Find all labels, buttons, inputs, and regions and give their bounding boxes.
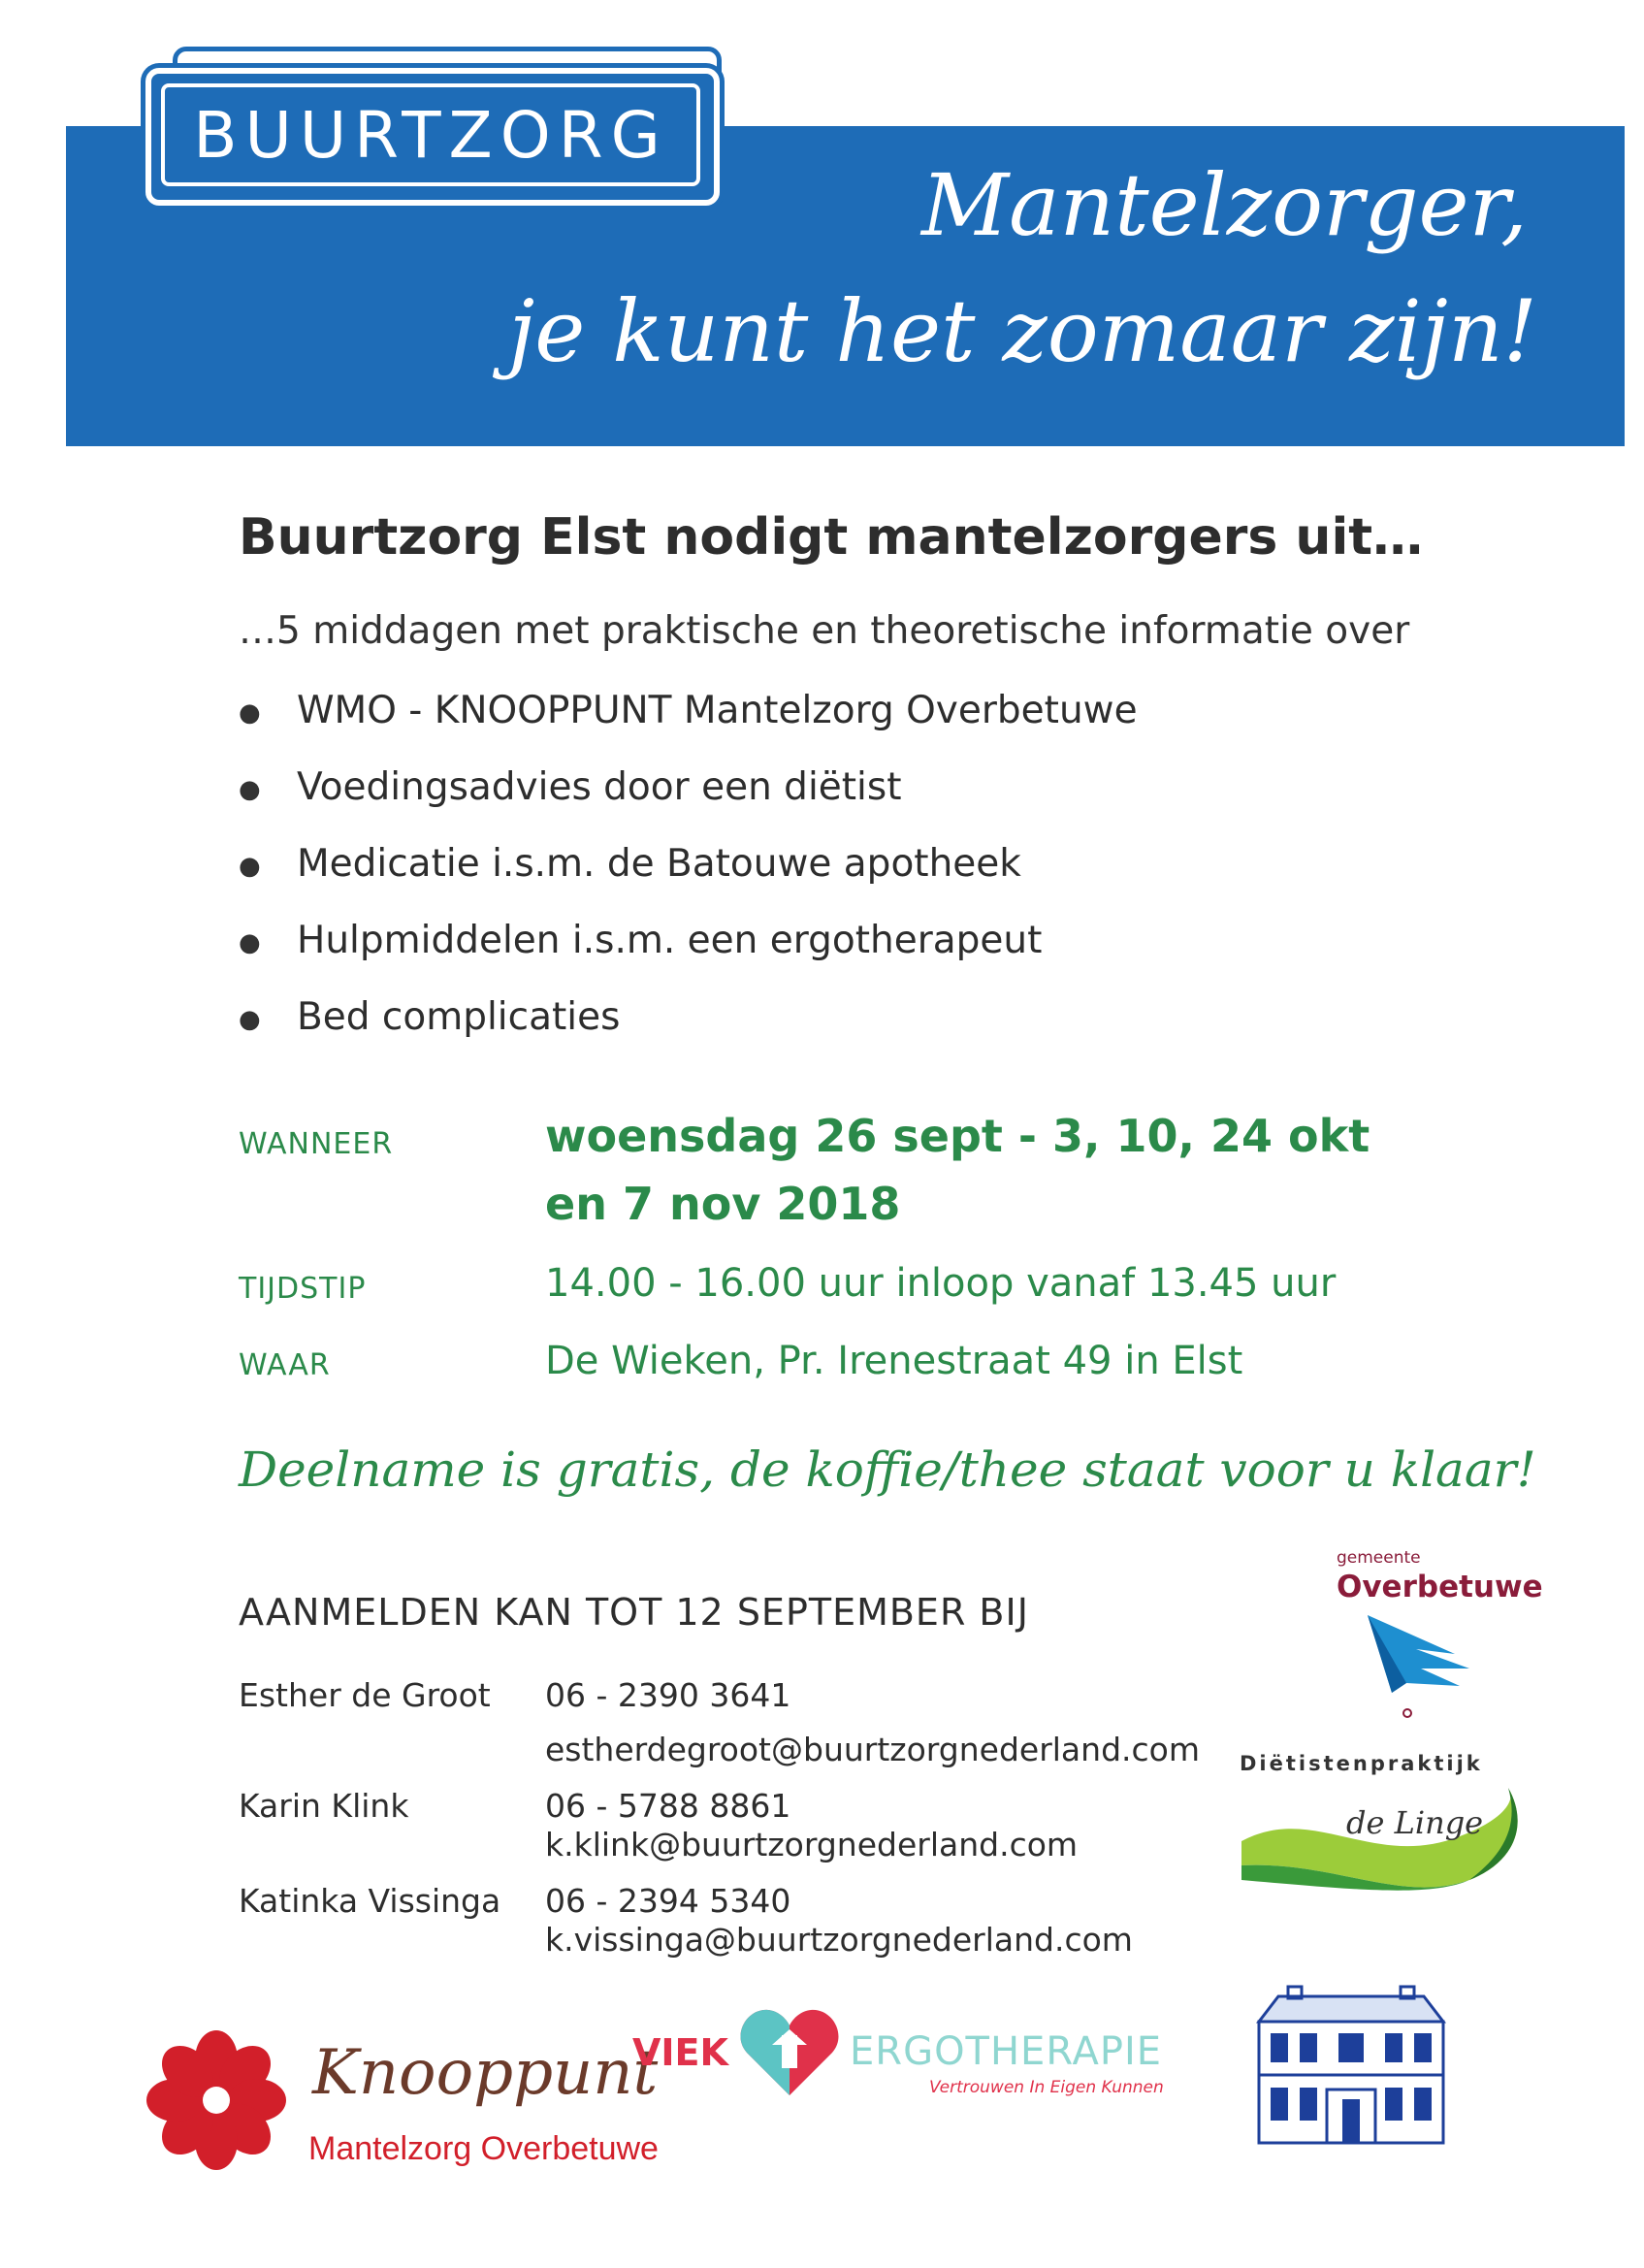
knooppunt-flower-icon bbox=[144, 2027, 289, 2173]
contact-name: Esther de Groot bbox=[239, 1676, 491, 1714]
when-label: WANNEER bbox=[239, 1127, 394, 1161]
where-label: WAAR bbox=[239, 1348, 331, 1382]
ergotherapie-tagline: Vertrouwen In Eigen Kunnen bbox=[929, 2078, 1164, 2097]
free-participation-note: Deelname is gratis, de koffie/thee staat voor u klaar! bbox=[239, 1442, 1536, 1498]
page-title: Buurtzorg Elst nodigt mantelzorgers uit… bbox=[239, 508, 1424, 567]
viek-heart-icon bbox=[739, 2006, 840, 2099]
gemeente-name: Overbetuwe bbox=[1337, 1570, 1543, 1604]
contact-phone[interactable]: 06 - 2394 5340 bbox=[545, 1882, 791, 1920]
topic-label: Bed complicaties bbox=[297, 995, 621, 1039]
time-label: TIJDSTIP bbox=[239, 1272, 367, 1306]
buurtzorg-logo-text: BUURTZORG bbox=[161, 83, 700, 186]
list-item bbox=[239, 919, 1138, 995]
bullet-icon: ● bbox=[239, 852, 261, 881]
contact-email[interactable]: estherdegroot@buurtzorgnederland.com bbox=[545, 1731, 1200, 1768]
time-value: 14.00 - 16.00 uur inloop vanaf 13.45 uur bbox=[545, 1261, 1337, 1306]
when-dates-line-2: en 7 nov 2018 bbox=[545, 1178, 901, 1230]
contact-name: Katinka Vissinga bbox=[239, 1882, 501, 1920]
topic-label: Hulpmiddelen i.s.m. een ergotherapeut bbox=[297, 919, 1043, 962]
bullet-icon: ● bbox=[239, 775, 261, 804]
knooppunt-title: Knooppunt bbox=[312, 2037, 659, 2109]
dietist-title: Diëtistenpraktijk bbox=[1240, 1752, 1483, 1775]
viek-label: VIEK bbox=[632, 2031, 728, 2074]
de-linge-wave-icon bbox=[1237, 1783, 1528, 1909]
dietist-name: de Linge bbox=[1346, 1804, 1484, 1841]
contact-name: Karin Klink bbox=[239, 1787, 409, 1825]
contact-phone[interactable]: 06 - 2390 3641 bbox=[545, 1676, 791, 1714]
slogan-line-1: Mantelzorger, bbox=[920, 155, 1528, 255]
gemeente-flag-icon bbox=[1363, 1610, 1479, 1722]
when-dates-line-1: woensdag 26 sept - 3, 10, 24 okt bbox=[545, 1110, 1370, 1162]
bullet-icon: ● bbox=[239, 698, 261, 728]
gemeente-label: gemeente bbox=[1337, 1548, 1421, 1568]
where-value: De Wieken, Pr. Irenestraat 49 in Elst bbox=[545, 1339, 1243, 1383]
bullet-icon: ● bbox=[239, 1005, 261, 1034]
contact-phone[interactable]: 06 - 5788 8861 bbox=[545, 1787, 791, 1825]
bullet-icon: ● bbox=[239, 928, 261, 957]
ergotherapie-label: ERGOTHERAPIE bbox=[850, 2029, 1163, 2074]
slogan-line-2: je kunt het zomaar zijn! bbox=[507, 281, 1537, 381]
list-item bbox=[239, 689, 1138, 765]
topic-label: Medicatie i.s.m. de Batouwe apotheek bbox=[297, 842, 1021, 886]
topic-list bbox=[239, 689, 1138, 1072]
list-item bbox=[239, 842, 1138, 919]
signup-title: AANMELDEN KAN TOT 12 SEPTEMBER BIJ bbox=[239, 1591, 1029, 1634]
topic-label: Voedingsadvies door een diëtist bbox=[297, 765, 902, 809]
list-item bbox=[239, 765, 1138, 842]
contact-email[interactable]: k.vissinga@buurtzorgnederland.com bbox=[545, 1921, 1133, 1959]
building-icon bbox=[1249, 1983, 1453, 2150]
intro-text: …5 middagen met praktische en theoretische informatie over bbox=[239, 609, 1410, 653]
list-item bbox=[239, 995, 1138, 1072]
topic-label: WMO - KNOOPPUNT Mantelzorg Overbetuwe bbox=[297, 689, 1138, 732]
knooppunt-subtitle: Mantelzorg Overbetuwe bbox=[308, 2130, 659, 2167]
contact-email[interactable]: k.klink@buurtzorgnederland.com bbox=[545, 1826, 1079, 1863]
